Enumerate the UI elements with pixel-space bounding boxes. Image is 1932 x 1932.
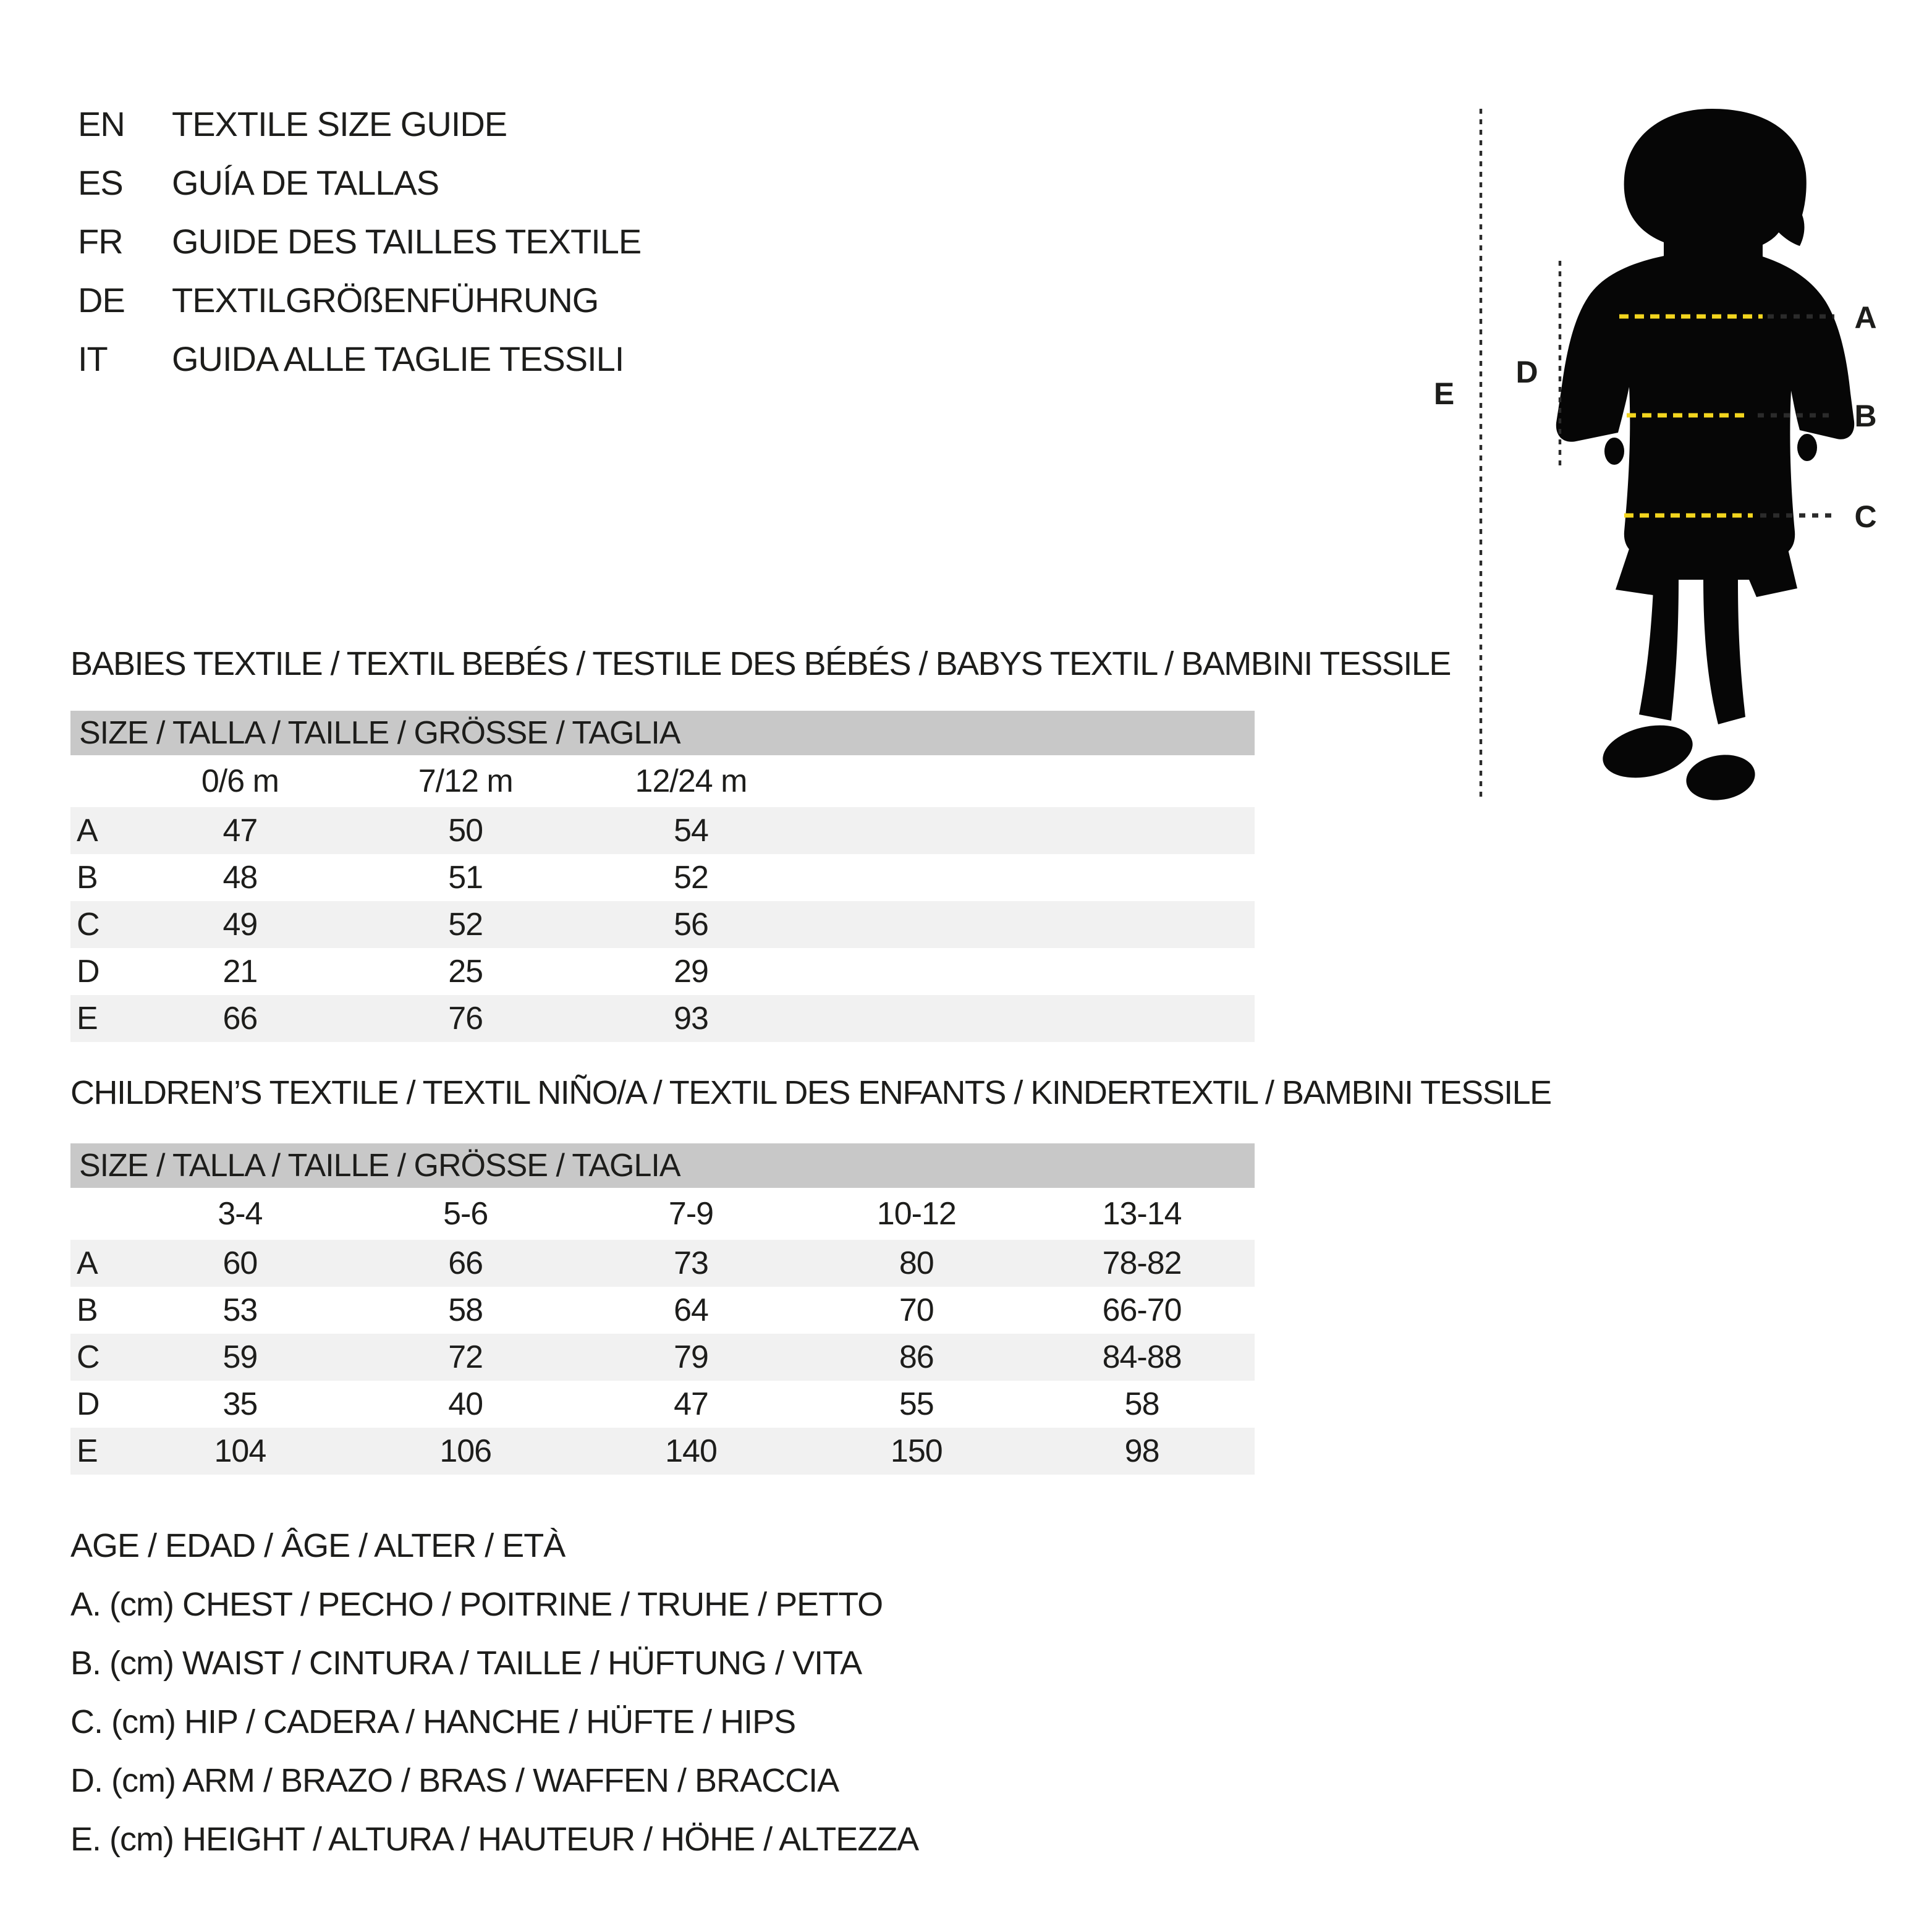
table-row xyxy=(70,1287,1255,1334)
language-row xyxy=(78,153,641,212)
cell: 58 xyxy=(1124,1386,1159,1422)
cell-empty xyxy=(803,854,1029,901)
measurement-legend xyxy=(70,1516,918,1868)
table-row xyxy=(70,995,1255,1042)
legend-item-height: E. (cm) HEIGHT / ALTURA / HAUTEUR / HÖHE / ALTEZZA xyxy=(70,1820,919,1858)
cell: 79 xyxy=(674,1339,708,1375)
cell: 72 xyxy=(448,1339,483,1375)
column-header: 5-6 xyxy=(353,1188,578,1240)
cell: 25 xyxy=(448,954,483,989)
table-row xyxy=(70,1381,1255,1428)
cell: 59 xyxy=(222,1339,258,1375)
cell: 47 xyxy=(222,813,258,849)
row-label: B xyxy=(77,860,98,896)
cell: 35 xyxy=(222,1386,258,1422)
corner-cell xyxy=(70,1188,127,1240)
column-header: 12/24 m xyxy=(578,755,804,807)
measurement-label-chest: A xyxy=(1854,300,1876,335)
language-row xyxy=(78,212,641,271)
cell: 52 xyxy=(674,860,708,896)
language-row xyxy=(78,271,641,329)
corner-cell xyxy=(70,755,127,807)
babies-column-header-row xyxy=(70,755,1255,807)
cell: 64 xyxy=(674,1292,708,1328)
children-section-heading: CHILDREN’S TEXTILE / TEXTIL NIÑO/A / TEXTIL DES ENFANTS / KINDERTEXTIL / BAMBINI TESSILE xyxy=(70,1074,1551,1111)
cell-empty xyxy=(1029,901,1255,948)
cell: 51 xyxy=(448,860,483,896)
row-label: E xyxy=(77,1433,98,1469)
column-header-empty xyxy=(1029,755,1255,807)
measurement-label-waist: B xyxy=(1854,399,1876,433)
cell: 84-88 xyxy=(1102,1339,1182,1375)
babies-size-header-bar: SIZE / TALLA / TAILLE / GRÖSSE / TAGLIA xyxy=(70,711,1255,755)
cell: 66 xyxy=(448,1245,483,1281)
children-size-table xyxy=(70,1188,1255,1475)
row-label: D xyxy=(77,954,100,989)
cell-empty xyxy=(1029,854,1255,901)
cell-empty xyxy=(1029,807,1255,854)
legend-age-line: AGE / EDAD / ÂGE / ALTER / ETÀ xyxy=(70,1527,566,1564)
measurement-label-height: E xyxy=(1433,376,1454,411)
row-label: C xyxy=(77,907,100,943)
cell: 49 xyxy=(222,907,258,943)
language-title: GUIDE DES TAILLES TEXTILE xyxy=(172,222,642,261)
cell: 76 xyxy=(448,1001,483,1036)
child-silhouette-figure xyxy=(1409,99,1928,871)
babies-size-table xyxy=(70,755,1255,1042)
cell: 52 xyxy=(448,907,483,943)
table-row xyxy=(70,948,1255,995)
babies-section-heading: BABIES TEXTILE / TEXTIL BEBÉS / TESTILE DES BÉBÉS / BABYS TEXTIL / BAMBINI TESSILE xyxy=(70,645,1451,682)
language-code: IT xyxy=(78,339,108,378)
cell: 40 xyxy=(448,1386,483,1422)
row-label: C xyxy=(77,1339,100,1375)
legend-item-chest: A. (cm) CHEST / PECHO / POITRINE / TRUHE / PETTO xyxy=(70,1585,883,1623)
child-silhouette-icon xyxy=(1409,99,1904,865)
column-header: 7/12 m xyxy=(353,755,578,807)
legend-item-arm: D. (cm) ARM / BRAZO / BRAS / WAFFEN / BRACCIA xyxy=(70,1761,839,1799)
language-code: FR xyxy=(78,222,123,261)
cell: 54 xyxy=(674,813,708,849)
row-label: A xyxy=(77,1245,98,1281)
cell-empty xyxy=(803,948,1029,995)
cell: 47 xyxy=(674,1386,708,1422)
cell: 106 xyxy=(439,1433,492,1469)
table-row xyxy=(70,1240,1255,1287)
column-header: 10-12 xyxy=(803,1188,1029,1240)
table-row xyxy=(70,1334,1255,1381)
legend-item-hip: C. (cm) HIP / CADERA / HANCHE / HÜFTE / HIPS xyxy=(70,1703,796,1740)
measurement-label-hip: C xyxy=(1854,499,1876,534)
language-title: GUIDA ALLE TAGLIE TESSILI xyxy=(172,339,624,378)
cell: 56 xyxy=(674,907,708,943)
column-header: 7-9 xyxy=(578,1188,804,1240)
cell: 86 xyxy=(899,1339,934,1375)
cell-empty xyxy=(1029,995,1255,1042)
cell: 104 xyxy=(214,1433,266,1469)
cell: 140 xyxy=(665,1433,717,1469)
row-label: E xyxy=(77,1001,98,1036)
language-title-block xyxy=(78,95,641,388)
cell: 66 xyxy=(222,1001,258,1036)
row-label: A xyxy=(77,813,98,849)
language-code: EN xyxy=(78,104,125,143)
cell: 150 xyxy=(890,1433,943,1469)
row-label: D xyxy=(77,1386,100,1422)
cell: 29 xyxy=(674,954,708,989)
language-title: GUÍA DE TALLAS xyxy=(172,163,439,202)
cell: 93 xyxy=(674,1001,708,1036)
children-column-header-row xyxy=(70,1188,1255,1240)
cell-empty xyxy=(803,901,1029,948)
column-header: 0/6 m xyxy=(127,755,353,807)
children-size-header-bar: SIZE / TALLA / TAILLE / GRÖSSE / TAGLIA xyxy=(70,1143,1255,1188)
table-row xyxy=(70,901,1255,948)
cell: 66-70 xyxy=(1102,1292,1182,1328)
cell: 21 xyxy=(222,954,258,989)
language-code: ES xyxy=(78,163,123,202)
cell: 50 xyxy=(448,813,483,849)
cell-empty xyxy=(1029,948,1255,995)
cell: 80 xyxy=(899,1245,934,1281)
column-header: 13-14 xyxy=(1029,1188,1255,1240)
language-row xyxy=(78,329,641,388)
cell: 48 xyxy=(222,860,258,896)
language-code: DE xyxy=(78,281,125,320)
language-row xyxy=(78,95,641,153)
table-row xyxy=(70,854,1255,901)
cell: 53 xyxy=(222,1292,258,1328)
measurement-label-arm: D xyxy=(1515,355,1538,389)
table-row xyxy=(70,1428,1255,1475)
cell: 55 xyxy=(899,1386,934,1422)
cell: 98 xyxy=(1124,1433,1159,1469)
cell: 73 xyxy=(674,1245,708,1281)
row-label: B xyxy=(77,1292,98,1328)
cell-empty xyxy=(803,995,1029,1042)
table-row xyxy=(70,807,1255,854)
cell: 60 xyxy=(222,1245,258,1281)
legend-item-waist: B. (cm) WAIST / CINTURA / TAILLE / HÜFTUNG / VITA xyxy=(70,1644,862,1682)
language-title: TEXTILE SIZE GUIDE xyxy=(172,104,507,143)
cell: 78-82 xyxy=(1102,1245,1182,1281)
language-title: TEXTILGRÖßENFÜHRUNG xyxy=(172,281,599,320)
column-header: 3-4 xyxy=(127,1188,353,1240)
cell-empty xyxy=(803,807,1029,854)
column-header-empty xyxy=(803,755,1029,807)
cell: 58 xyxy=(448,1292,483,1328)
cell: 70 xyxy=(899,1292,934,1328)
